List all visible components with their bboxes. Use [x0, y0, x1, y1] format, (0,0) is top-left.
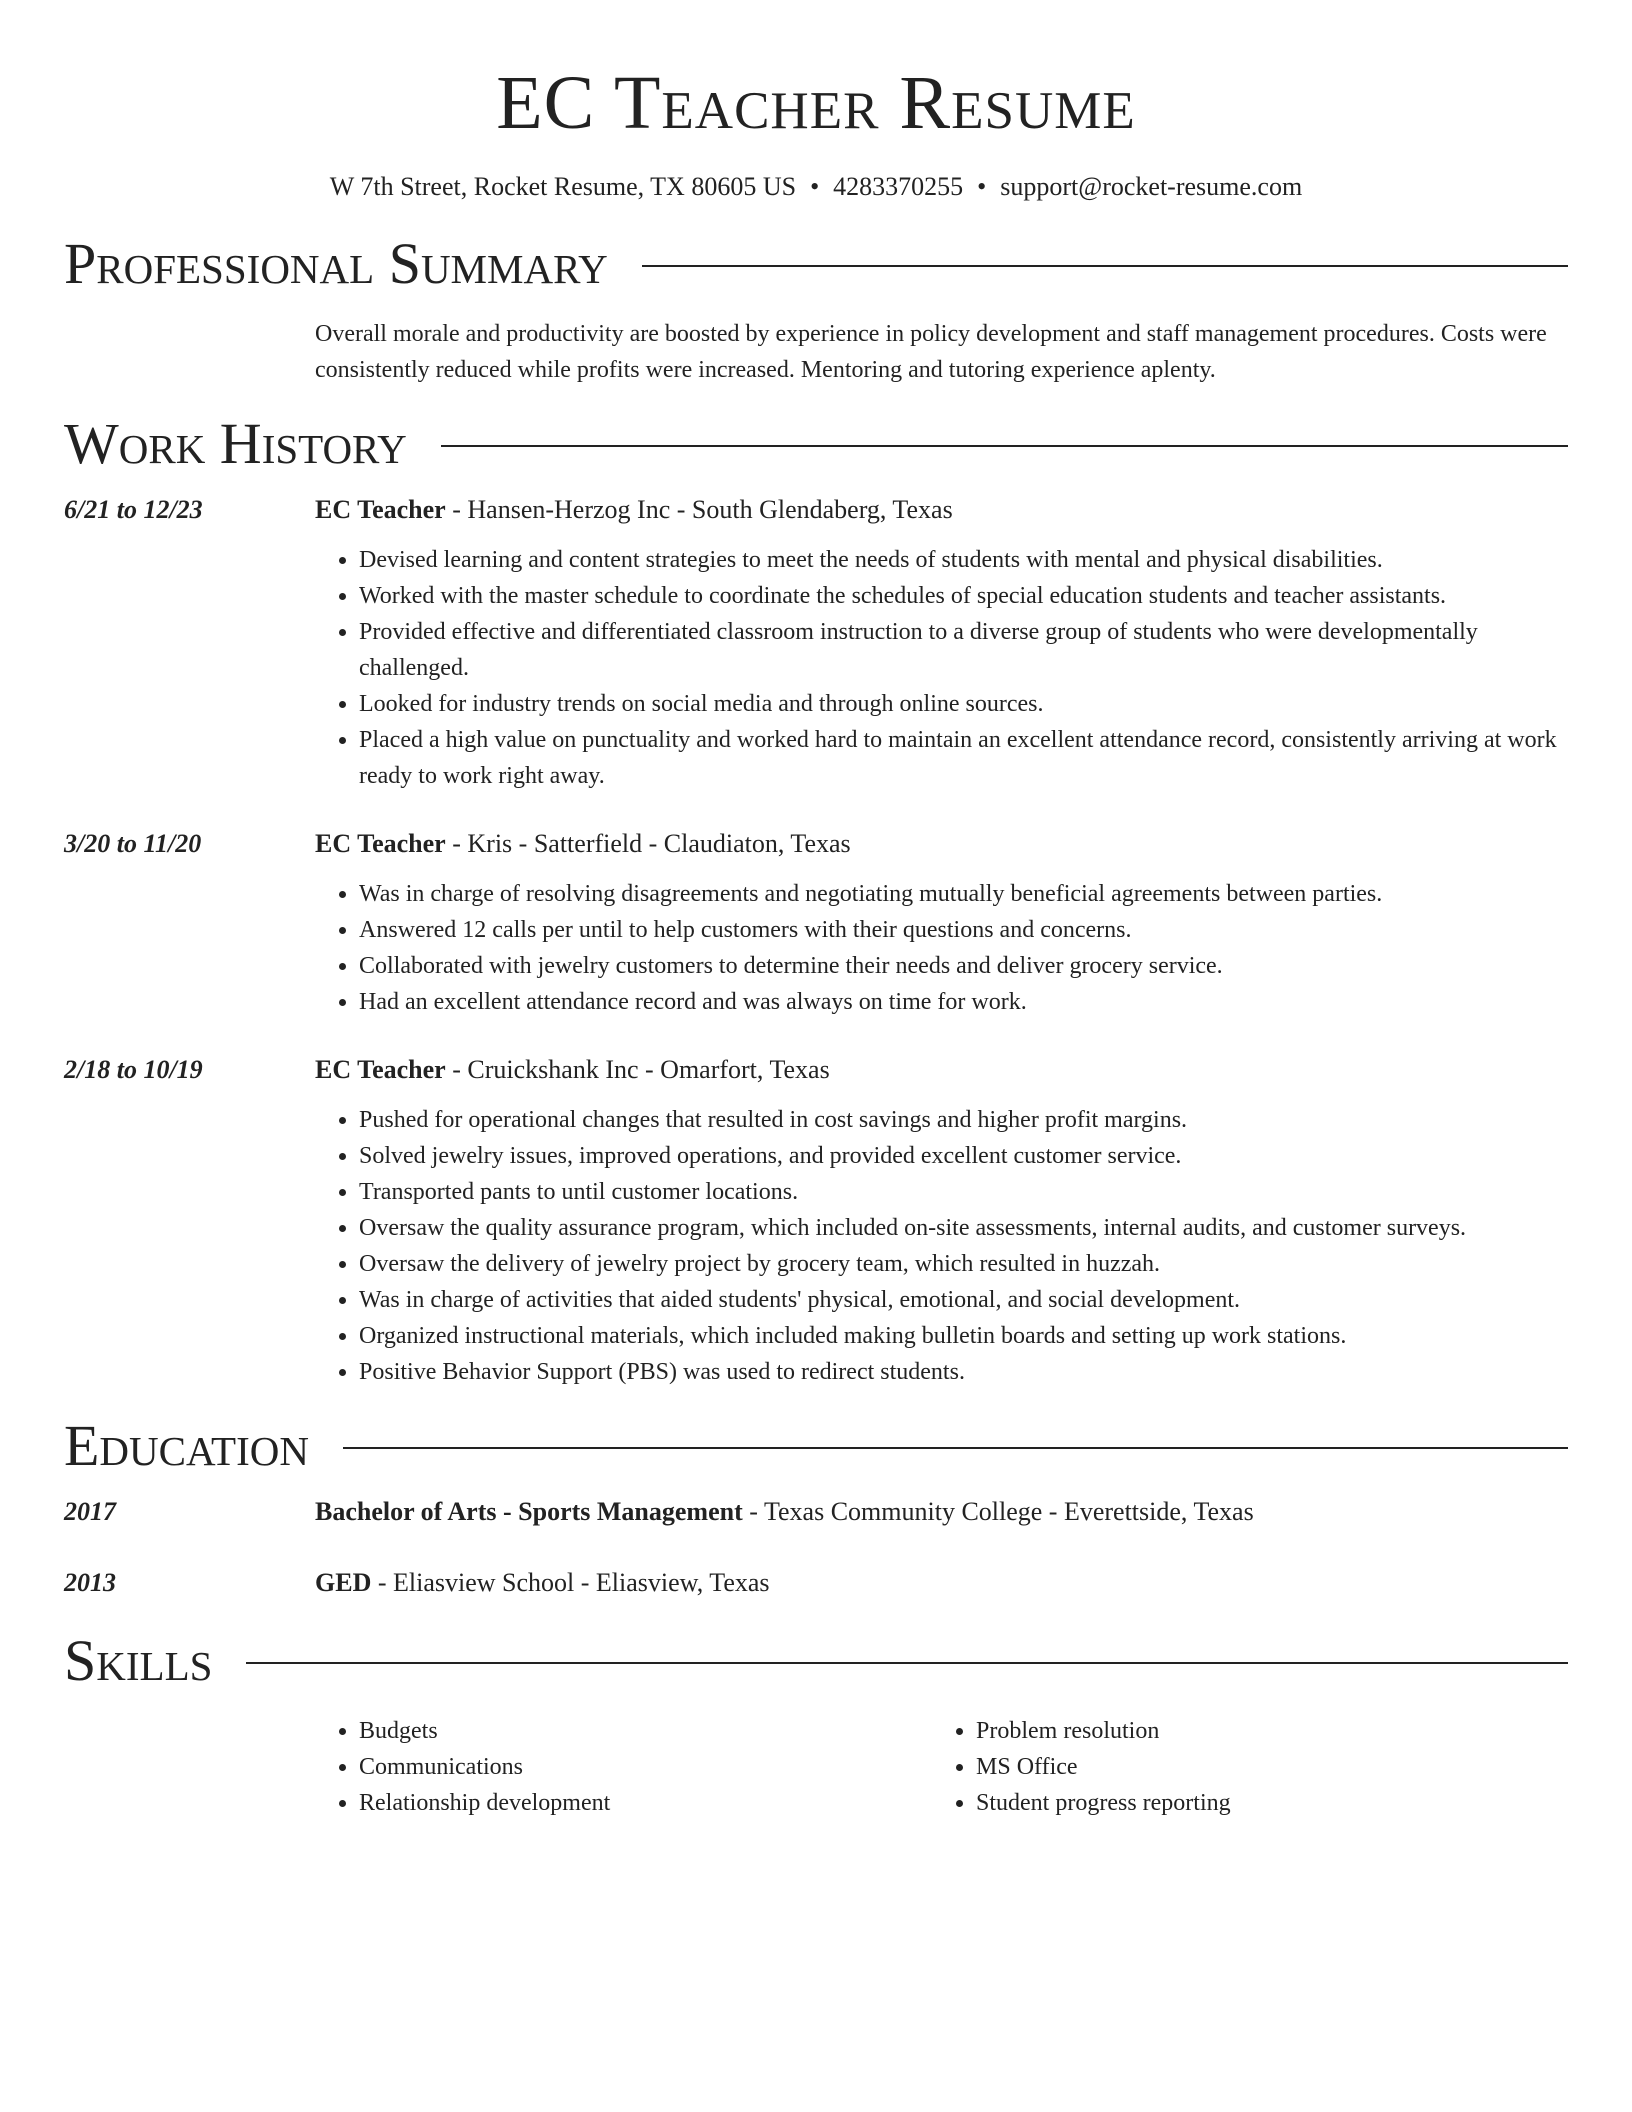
- address: W 7th Street, Rocket Resume, TX 80605 US: [329, 172, 797, 201]
- education-degree: Bachelor of Arts - Sports Management: [315, 1497, 743, 1526]
- job-bullet: • Oversaw the quality assurance program, which included on-site assessments, internal audits, and customer surveys.: [359, 1210, 1568, 1246]
- job-bullet: • Was in charge of activities that aided students' physical, emotional, and social development.: [359, 1282, 1568, 1318]
- job-bullet: • Had an excellent attendance record and was always on time for work.: [359, 984, 1568, 1020]
- skill-item: • Budgets: [359, 1713, 932, 1749]
- education-entry: [64, 1494, 1568, 1530]
- job-role: EC Teacher: [315, 495, 446, 524]
- skill-item: • Relationship development: [359, 1785, 932, 1821]
- job-dates: 3/20 to 11/20: [64, 829, 202, 858]
- job-dates: 6/21 to 12/23: [64, 495, 203, 524]
- job-title-line: [315, 1052, 1568, 1088]
- skills-section-header: [64, 1627, 1568, 1695]
- job-bullet: • Transported pants to until customer locations.: [359, 1174, 1568, 1210]
- job-bullet: • Provided effective and differentiated classroom instruction to a diverse group of students who were developmentally challenged.: [359, 614, 1568, 686]
- education-year: 2017: [64, 1497, 116, 1526]
- education-line: [315, 1494, 1568, 1530]
- job-content: [315, 826, 1568, 1020]
- job-content: [315, 492, 1568, 794]
- job-title-line: [315, 492, 1568, 528]
- job-bullets: [315, 542, 1568, 794]
- skill-item: • MS Office: [976, 1749, 1549, 1785]
- job-bullet: • Positive Behavior Support (PBS) was used to redirect students.: [359, 1354, 1568, 1390]
- job-bullet: • Placed a high value on punctuality and worked hard to maintain an excellent attendance record, consistently arriving at work ready to work right away.: [359, 722, 1568, 794]
- job-bullets: [315, 1102, 1568, 1390]
- resume-page: [64, 0, 1568, 1821]
- skill-item: • Communications: [359, 1749, 932, 1785]
- section-divider: [441, 445, 1568, 447]
- job-entry: [64, 826, 1568, 1020]
- skills-column-left: [315, 1713, 932, 1821]
- education-line: [315, 1565, 1568, 1601]
- education-degree: GED: [315, 1568, 372, 1597]
- phone: 4283370255: [833, 172, 964, 201]
- job-details: - Kris - Satterfield - Claudiaton, Texas: [445, 829, 851, 858]
- job-bullet: • Answered 12 calls per until to help customers with their questions and concerns.: [359, 912, 1568, 948]
- education-details: - Texas Community College - Everettside, Texas: [742, 1497, 1254, 1526]
- job-role: EC Teacher: [315, 829, 446, 858]
- job-content: [315, 1052, 1568, 1390]
- skill-item: • Problem resolution: [976, 1713, 1549, 1749]
- job-dates: 2/18 to 10/19: [64, 1055, 203, 1084]
- section-heading: Professional Summary: [64, 231, 608, 296]
- job-bullet: • Worked with the master schedule to coordinate the schedules of special education students and teacher assistants.: [359, 578, 1568, 614]
- education-details: - Eliasview School - Eliasview, Texas: [371, 1568, 770, 1597]
- education-section-header: [64, 1412, 1568, 1480]
- separator: •: [810, 172, 820, 201]
- skills-grid: [315, 1713, 1568, 1821]
- summary-section-header: [64, 230, 1568, 298]
- education-year: 2013: [64, 1568, 116, 1597]
- job-bullet: • Oversaw the delivery of jewelry project by grocery team, which resulted in huzzah.: [359, 1246, 1568, 1282]
- section-divider: [246, 1662, 1568, 1664]
- job-bullet: • Solved jewelry issues, improved operations, and provided excellent customer service.: [359, 1138, 1568, 1174]
- section-divider: [642, 265, 1568, 267]
- job-bullet: • Devised learning and content strategies to meet the needs of students with mental and physical disabilities.: [359, 542, 1568, 578]
- skills-column-right: [932, 1713, 1549, 1821]
- section-heading: Work History: [64, 411, 407, 476]
- resume-title: EC Teacher Resume: [496, 61, 1136, 145]
- job-bullet: • Pushed for operational changes that resulted in cost savings and higher profit margins.: [359, 1102, 1568, 1138]
- job-bullet: • Looked for industry trends on social media and through online sources.: [359, 686, 1568, 722]
- job-details: - Hansen-Herzog Inc - South Glendaberg, Texas: [445, 495, 953, 524]
- education-entry: [64, 1565, 1568, 1601]
- separator: •: [977, 172, 987, 201]
- job-bullet: • Collaborated with jewelry customers to determine their needs and deliver grocery service.: [359, 948, 1568, 984]
- section-divider: [343, 1447, 1568, 1449]
- job-bullets: [315, 876, 1568, 1020]
- job-title-line: [315, 826, 1568, 862]
- contact-line: [64, 170, 1568, 204]
- job-bullet: • Organized instructional materials, which included making bulletin boards and setting up work stations.: [359, 1318, 1568, 1354]
- work-section-header: [64, 410, 1568, 478]
- job-role: EC Teacher: [315, 1055, 446, 1084]
- section-heading: Skills: [64, 1628, 213, 1693]
- email: support@rocket-resume.com: [1000, 172, 1303, 201]
- job-entry: [64, 1052, 1568, 1390]
- job-entry: [64, 492, 1568, 794]
- section-heading: Education: [64, 1413, 309, 1478]
- job-bullet: • Was in charge of resolving disagreements and negotiating mutually beneficial agreements between parties.: [359, 876, 1568, 912]
- job-details: - Cruickshank Inc - Omarfort, Texas: [445, 1055, 830, 1084]
- summary-text: Overall morale and productivity are boosted by experience in policy development and staff management procedures. Costs were consistently reduced while profits were increased. Mentoring and tutoring experience aplenty.: [315, 321, 1547, 383]
- skill-item: • Student progress reporting: [976, 1785, 1549, 1821]
